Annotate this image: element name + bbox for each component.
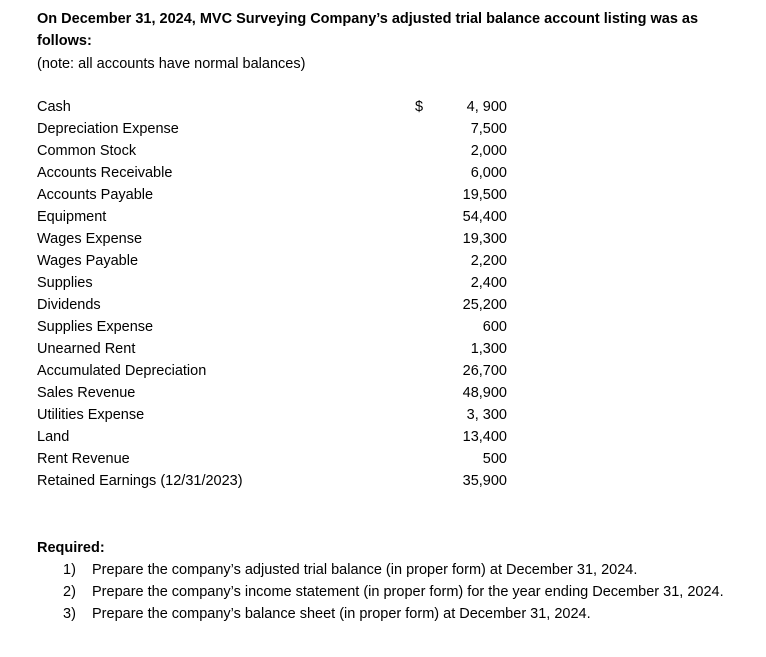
account-row (37, 140, 507, 162)
account-name: Accumulated Depreciation (37, 363, 207, 379)
account-name: Depreciation Expense (37, 121, 179, 137)
account-name: Supplies (37, 275, 93, 291)
account-amount: 600 (482, 319, 507, 335)
account-amount: 4, 900 (466, 99, 507, 115)
account-amount: 25,200 (462, 297, 507, 313)
account-amount: 6,000 (470, 165, 507, 181)
account-amount: 19,300 (462, 231, 507, 247)
account-row (37, 228, 507, 250)
account-name: Wages Payable (37, 253, 139, 269)
account-row (37, 470, 507, 492)
account-amount: 2,000 (470, 143, 507, 159)
account-row (37, 272, 507, 294)
account-row (37, 382, 507, 404)
requirement-text: Prepare the company’s adjusted trial balance (in proper form) at December 31, 2024. (92, 562, 638, 578)
account-amount: 2,200 (470, 253, 507, 269)
account-amount: 7,500 (470, 121, 507, 137)
account-amount: 35,900 (462, 473, 507, 489)
account-row (37, 426, 507, 448)
requirements-list (37, 559, 737, 625)
required-heading: Required: (37, 540, 105, 556)
account-row (37, 118, 507, 140)
account-row (37, 316, 507, 338)
account-name: Utilities Expense (37, 407, 145, 423)
account-row (37, 448, 507, 470)
account-amount: 19,500 (462, 187, 507, 203)
account-name: Land (37, 429, 70, 445)
account-name: Wages Expense (37, 231, 143, 247)
account-name: Equipment (37, 209, 107, 225)
account-name: Rent Revenue (37, 451, 130, 467)
account-name: Accounts Payable (37, 187, 154, 203)
account-name: Supplies Expense (37, 319, 154, 335)
account-amount: 2,400 (470, 275, 507, 291)
requirement-number: 3) (63, 606, 76, 622)
account-name: Unearned Rent (37, 341, 136, 357)
balance-note: (note: all accounts have normal balances) (37, 56, 306, 72)
currency-symbol: $ (415, 99, 424, 115)
account-name: Accounts Receivable (37, 165, 173, 181)
problem-heading: On December 31, 2024, MVC Surveying Company’s adjusted trial balance account listing was as follows: (37, 11, 699, 49)
account-row (37, 96, 507, 118)
account-row (37, 250, 507, 272)
account-amount: 1,300 (470, 341, 507, 357)
account-amount: 54,400 (462, 209, 507, 225)
requirement-item (37, 603, 737, 625)
requirement-number: 1) (63, 562, 76, 578)
account-row (37, 294, 507, 316)
account-name: Dividends (37, 297, 101, 313)
account-amount: 26,700 (462, 363, 507, 379)
account-name: Retained Earnings (12/31/2023) (37, 473, 243, 489)
account-amount: 48,900 (462, 385, 507, 401)
account-row (37, 404, 507, 426)
requirement-number: 2) (63, 584, 76, 600)
account-name: Common Stock (37, 143, 137, 159)
account-row (37, 360, 507, 382)
account-name: Sales Revenue (37, 385, 136, 401)
account-row (37, 206, 507, 228)
account-listing (37, 96, 507, 492)
requirement-text: Prepare the company’s income statement (in proper form) for the year ending December 31, 2024. (92, 584, 724, 600)
account-row (37, 184, 507, 206)
account-amount: 3, 300 (466, 407, 507, 423)
account-name: Cash (37, 99, 71, 115)
account-amount: 500 (482, 451, 507, 467)
requirement-item (37, 559, 737, 581)
requirement-text: Prepare the company’s balance sheet (in proper form) at December 31, 2024. (92, 606, 591, 622)
account-amount: 13,400 (462, 429, 507, 445)
requirement-item (37, 581, 737, 603)
account-row (37, 162, 507, 184)
account-row (37, 338, 507, 360)
